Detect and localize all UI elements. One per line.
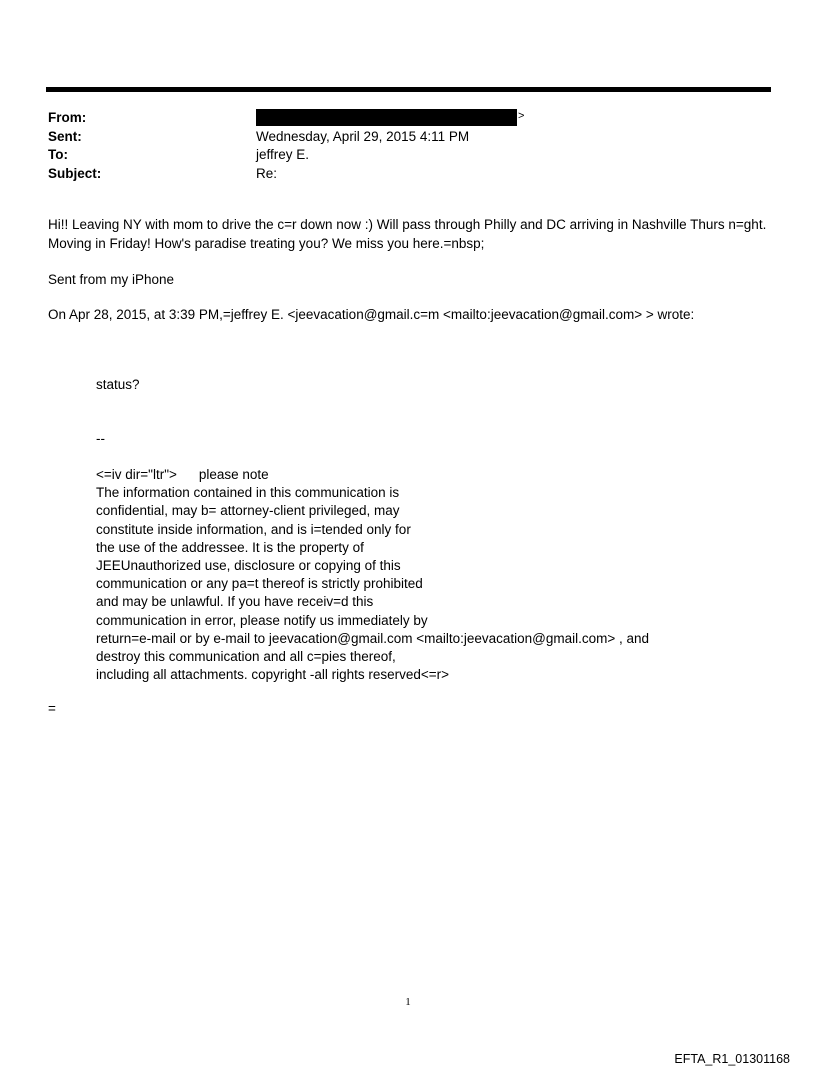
- disclaimer-line: confidential, may b= attorney-client privileged, may: [96, 503, 400, 519]
- disclaimer-line: and may be unlawful. If you have receiv=d this: [96, 594, 374, 610]
- please-note-text: please note: [198, 467, 269, 482]
- page-number: 1: [405, 996, 411, 1008]
- sent-label: Sent:: [48, 128, 82, 144]
- redaction-bar: [256, 109, 517, 126]
- quote-intro: On Apr 28, 2015, at 3:39 PM,=jeffrey E. <jeevacation@gmail.c=m <mailto:jeevacation@gmail.com> > wrote:: [48, 307, 695, 322]
- message-body: [48, 215, 766, 253]
- header-rule: [46, 87, 771, 92]
- quoted-status: status?: [96, 377, 140, 392]
- disclaimer-block: [96, 466, 649, 684]
- message-line: Moving in Friday! How's paradise treating you? We miss you here.=nbsp;: [48, 236, 485, 251]
- disclaimer-line: return=e-mail or by e-mail to jeevacation@gmail.com <mailto:jeevacation@gmail.com> , and: [96, 630, 650, 646]
- bates-number: EFTA_R1_01301168: [674, 1052, 790, 1066]
- disclaimer-line: constitute inside information, and is i=tended only for: [96, 521, 411, 537]
- to-label: To:: [48, 147, 68, 162]
- to-value: jeffrey E.: [256, 147, 310, 162]
- from-label: From:: [48, 110, 87, 125]
- disclaimer-line: the use of the addressee. It is the property of: [96, 539, 364, 555]
- disclaimer-line: communication or any pa=t thereof is strictly prohibited: [96, 576, 423, 592]
- div-tag-text: <=iv dir="ltr">: [96, 467, 177, 482]
- subject-value: Re:: [256, 165, 278, 181]
- disclaimer-line: destroy this communication and all c=pies thereof,: [96, 649, 396, 665]
- quoted-dashes: --: [96, 431, 105, 446]
- disclaimer-head: [96, 466, 649, 484]
- disclaimer-line: JEEUnauthorized use, disclosure or copying of this: [96, 558, 401, 574]
- signature: Sent from my iPhone: [48, 272, 175, 287]
- from-tail: >: [518, 110, 525, 122]
- sent-value: Wednesday, April 29, 2015 4:11 PM: [256, 128, 470, 144]
- message-line: Hi!! Leaving NY with mom to drive the c=r down now :) Will pass through Philly and DC arriving in Nashville Thurs n=ght.: [48, 217, 767, 232]
- disclaimer-line: communication in error, please notify us immediately by: [96, 612, 428, 628]
- disclaimer-line: The information contained in this communication is: [96, 485, 400, 501]
- subject-label: Subject:: [48, 165, 102, 181]
- trailing-equals: =: [48, 701, 56, 716]
- disclaimer-line: including all attachments. copyright -all rights reserved<=r>: [96, 667, 450, 683]
